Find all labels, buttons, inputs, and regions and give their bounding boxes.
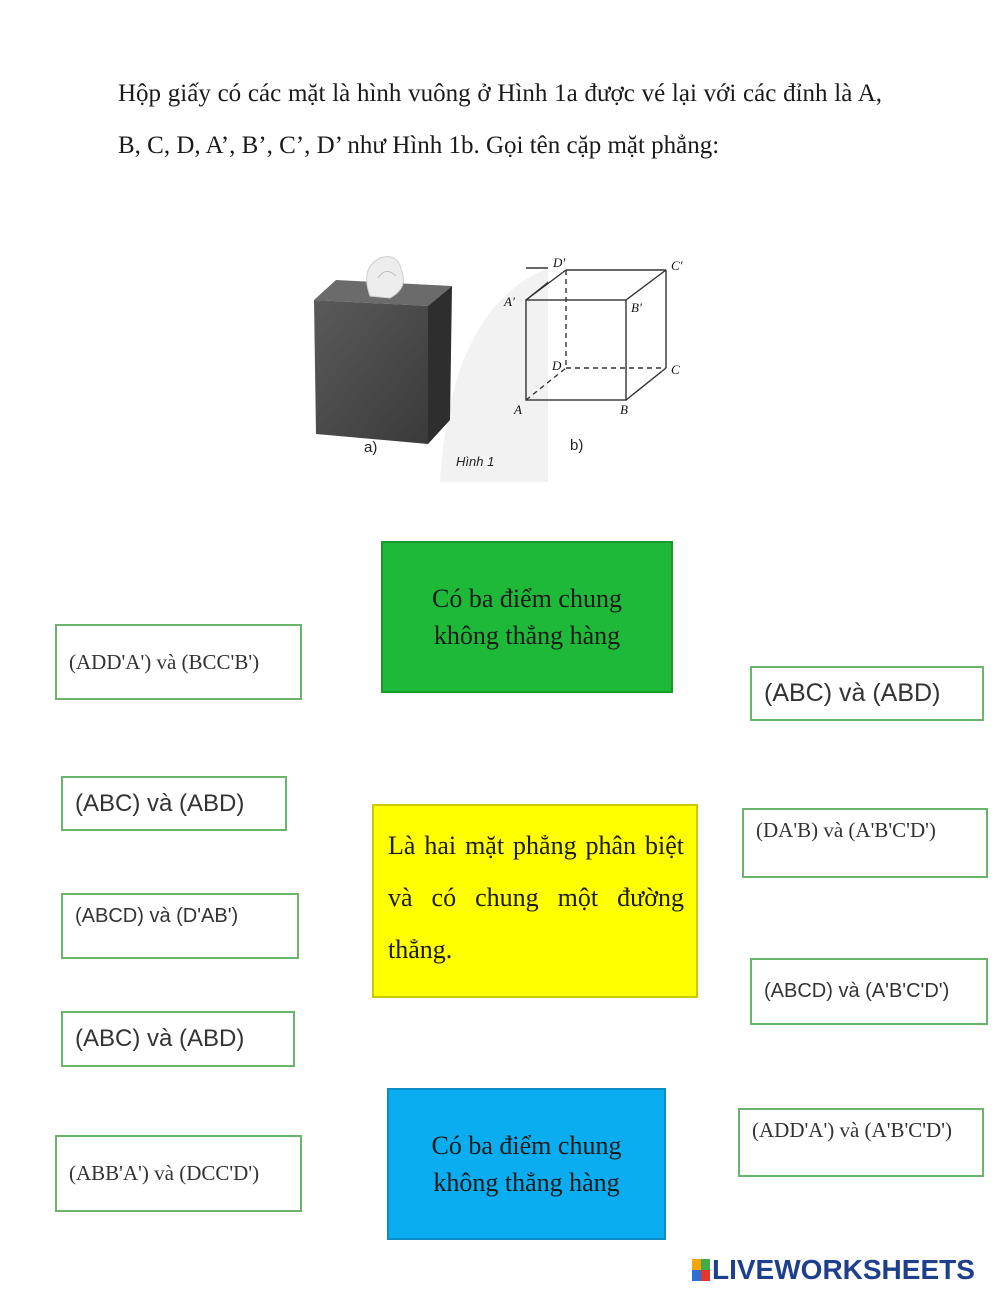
- answer-card-text: (ADD'A') và (BCC'B'): [69, 649, 260, 674]
- liveworksheets-logo-icon: [692, 1259, 710, 1281]
- answer-card[interactable]: [55, 624, 302, 700]
- answer-card[interactable]: [750, 958, 988, 1025]
- answer-card[interactable]: [55, 1135, 302, 1212]
- category-blue-box[interactable]: [387, 1088, 666, 1240]
- answer-card[interactable]: [61, 776, 287, 831]
- answer-card-text: (ABCD) và (A'B'C'D'): [764, 980, 950, 1002]
- category-blue-label: Có ba điểm chung không thẳng hàng: [431, 1131, 622, 1197]
- answer-card[interactable]: [738, 1108, 984, 1177]
- tissue-box-image: [314, 257, 452, 444]
- label-b: b): [570, 437, 584, 454]
- figure-caption: Hình 1: [456, 454, 495, 469]
- vertex-c: C: [671, 362, 680, 377]
- category-yellow-box[interactable]: [372, 804, 698, 998]
- label-a: a): [364, 439, 378, 456]
- vertex-c-prime: C': [671, 258, 683, 273]
- figure-captions: [300, 430, 540, 480]
- category-green-label: Có ba điểm chung không thẳng hàng: [432, 584, 622, 650]
- answer-card[interactable]: [742, 808, 988, 878]
- answer-card-text: (ABC) và (ABD): [75, 789, 245, 817]
- answer-card[interactable]: [750, 666, 984, 721]
- answer-card-text: (ADD'A') và (A'B'C'D'): [752, 1118, 953, 1142]
- answer-card-text: (ABCD) và (D'AB'): [75, 905, 239, 927]
- vertex-a-prime: A': [504, 294, 515, 309]
- liveworksheets-logo[interactable]: [692, 1254, 975, 1285]
- vertex-b-prime: B': [631, 300, 642, 315]
- instruction-text: Hộp giấy có các mặt là hình vuông ở Hình 1a được vé lại với các đỉnh là A, B, C, D, A’, B’, C’, D’ như Hình 1b. Gọi tên cặp mặt phẳng:: [118, 80, 882, 159]
- cube-figure: [498, 250, 698, 455]
- category-green-box[interactable]: [381, 541, 673, 693]
- vertex-b: B: [620, 402, 628, 417]
- vertex-a: A: [514, 402, 522, 417]
- answer-card-text: (DA'B) và (A'B'C'D'): [756, 818, 936, 842]
- answer-card[interactable]: [61, 893, 299, 959]
- vertex-d-prime: D': [553, 255, 566, 270]
- liveworksheets-logo-text: LIVEWORKSHEETS: [712, 1254, 975, 1285]
- category-yellow-label: Là hai mặt phẳng phân biệt và có chung một đường thẳng.: [388, 831, 684, 964]
- answer-card[interactable]: [61, 1011, 295, 1067]
- answer-card-text: (ABC) và (ABD): [75, 1025, 245, 1052]
- vertex-d: D: [552, 358, 562, 373]
- answer-card-text: (ABB'A') và (DCC'D'): [69, 1161, 260, 1185]
- answer-card-text: (ABC) và (ABD): [764, 679, 941, 707]
